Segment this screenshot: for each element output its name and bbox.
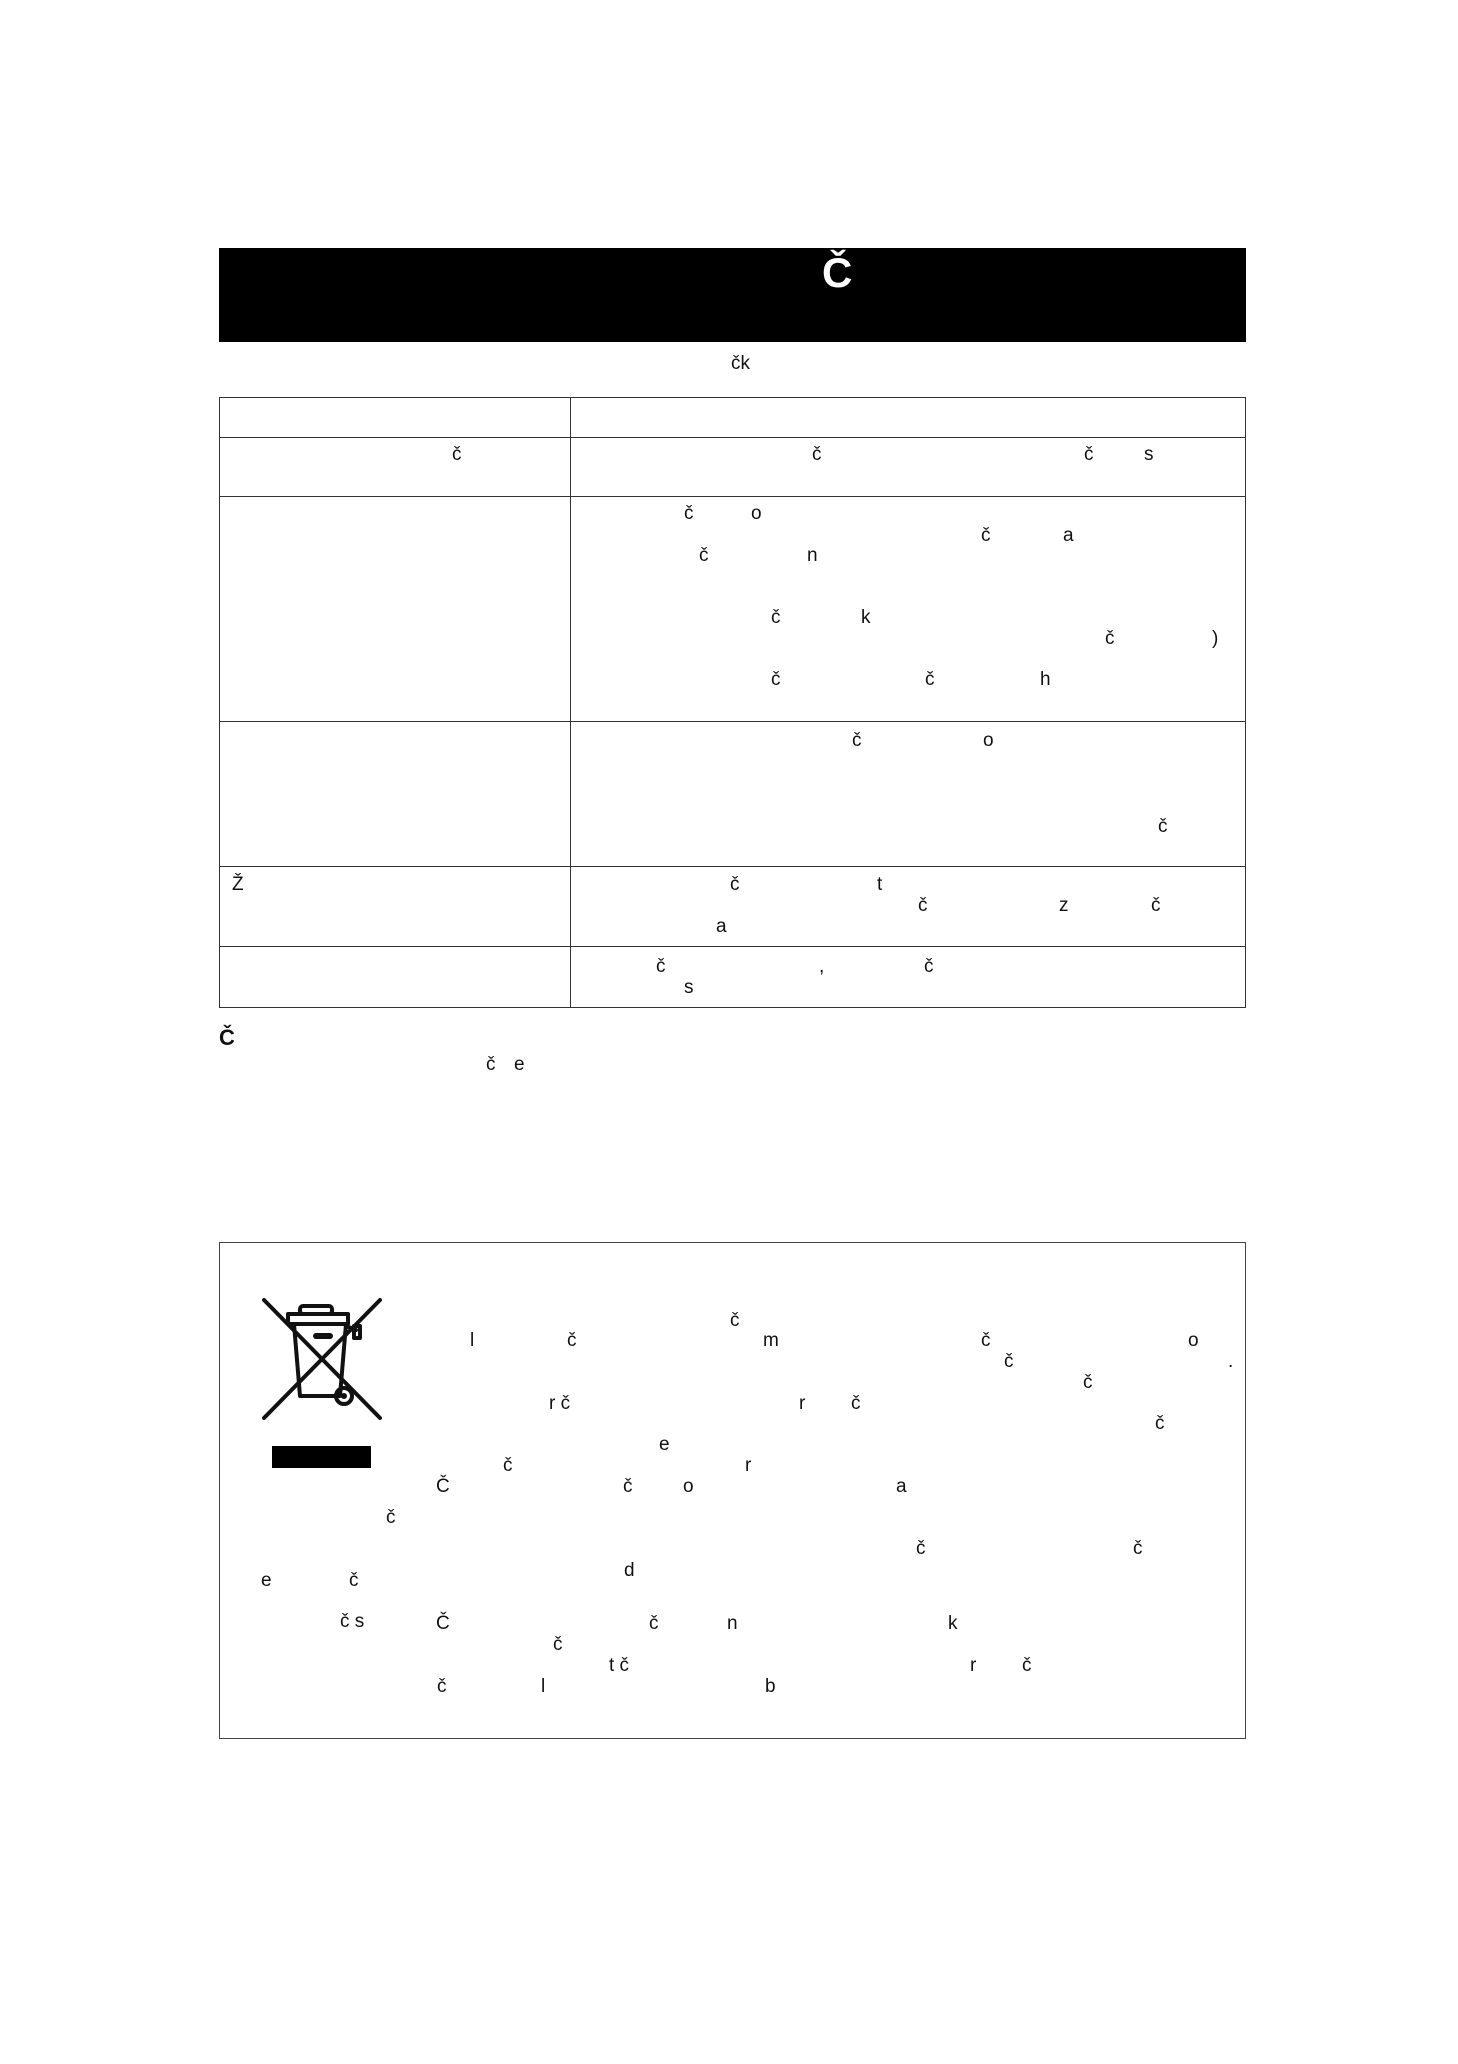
table-row-divider (219, 437, 1246, 438)
recycling-text: l (541, 1676, 546, 1697)
recycling-text: t č (609, 1655, 630, 1676)
recycling-text: č s (340, 1611, 365, 1632)
table-cell-text: k (861, 607, 871, 628)
table-cell-text: č (771, 607, 781, 628)
recycling-text: k (948, 1613, 958, 1634)
table-cell-text: t (877, 874, 883, 895)
recycling-text: č (503, 1455, 513, 1476)
table-cell-text: n (807, 545, 818, 566)
table-cell-text: č (924, 956, 934, 977)
table-cell-text: č (1105, 628, 1115, 649)
table-cell-text: h (1040, 669, 1051, 690)
table-cell-text: a (716, 916, 727, 937)
table-cell-text: o (983, 730, 994, 751)
table-cell-text: č (1084, 444, 1094, 465)
recycling-text: e (261, 1570, 272, 1591)
table-cell-text: č (699, 545, 709, 566)
recycling-text: d (624, 1560, 635, 1581)
recycling-text: č (386, 1507, 396, 1528)
recycling-text: č (1083, 1372, 1093, 1393)
recycling-text: Č (436, 1613, 450, 1634)
recycling-text: Č (436, 1476, 450, 1497)
table-cell-text: , (819, 956, 825, 977)
recycling-text: č (916, 1538, 926, 1559)
recycling-text: n (727, 1613, 738, 1634)
note-heading: Č (219, 1025, 235, 1050)
table-row-divider (219, 721, 1246, 722)
table-cell-text: č (981, 525, 991, 546)
recycling-text: č (851, 1393, 861, 1414)
table-cell-text: č (918, 895, 928, 916)
recycling-text: č (349, 1570, 359, 1591)
table-row-divider (219, 866, 1246, 867)
black-bar (272, 1446, 371, 1468)
recycling-text: r (970, 1655, 977, 1676)
recycling-text: č (730, 1310, 740, 1331)
recycling-text: l (470, 1330, 475, 1351)
recycling-text: č (437, 1676, 447, 1697)
table-cell-text: s (684, 977, 694, 998)
table-cell-text: č (1151, 895, 1161, 916)
table-cell-text: č (925, 669, 935, 690)
table-cell-text: č (1158, 816, 1168, 837)
note-text: č (486, 1054, 496, 1075)
recycling-text: r č (549, 1393, 571, 1414)
table-cell-text: č (812, 444, 822, 465)
header-title: Č (822, 249, 853, 296)
table-column-divider (570, 397, 571, 1008)
recycling-text: r (799, 1393, 806, 1414)
info-table (219, 397, 1246, 1008)
recycling-text: b (765, 1676, 776, 1697)
recycling-text: č (649, 1613, 659, 1634)
recycling-text: r (745, 1455, 752, 1476)
recycling-text: . (1228, 1351, 1234, 1372)
table-row-divider (219, 946, 1246, 947)
table-cell-text: s (1144, 444, 1154, 465)
table-cell-text: č (684, 503, 694, 524)
table-cell-text: Ž (232, 874, 244, 895)
table-cell-text: č (730, 874, 740, 895)
recycling-text: č (1022, 1655, 1032, 1676)
crossed-out-wheelie-bin-icon (258, 1296, 386, 1422)
table-cell-text: z (1059, 895, 1069, 916)
table-cell-text: č (771, 669, 781, 690)
recycling-text: e (659, 1434, 670, 1455)
recycling-text: a (896, 1476, 907, 1497)
header-bar (219, 248, 1246, 342)
table-cell-text: o (751, 503, 762, 524)
recycling-text: o (683, 1476, 694, 1497)
table-cell-text: č (452, 444, 462, 465)
table-row-divider (219, 496, 1246, 497)
recycling-text: m (763, 1330, 779, 1351)
table-cell-text: ) (1212, 628, 1219, 649)
recycling-text: č (1133, 1538, 1143, 1559)
recycling-text: č (567, 1330, 577, 1351)
recycling-text: č (553, 1634, 563, 1655)
recycling-text: o (1188, 1330, 1199, 1351)
recycling-text: č (623, 1476, 633, 1497)
table-cell-text: č (656, 956, 666, 977)
recycling-text: č (1155, 1413, 1165, 1434)
table-cell-text: a (1063, 525, 1074, 546)
table-cell-text: č (852, 730, 862, 751)
recycling-text: č (1004, 1351, 1014, 1372)
note-text: e (514, 1054, 525, 1075)
recycling-text: č (981, 1330, 991, 1351)
header-subtitle: čk (731, 353, 750, 374)
